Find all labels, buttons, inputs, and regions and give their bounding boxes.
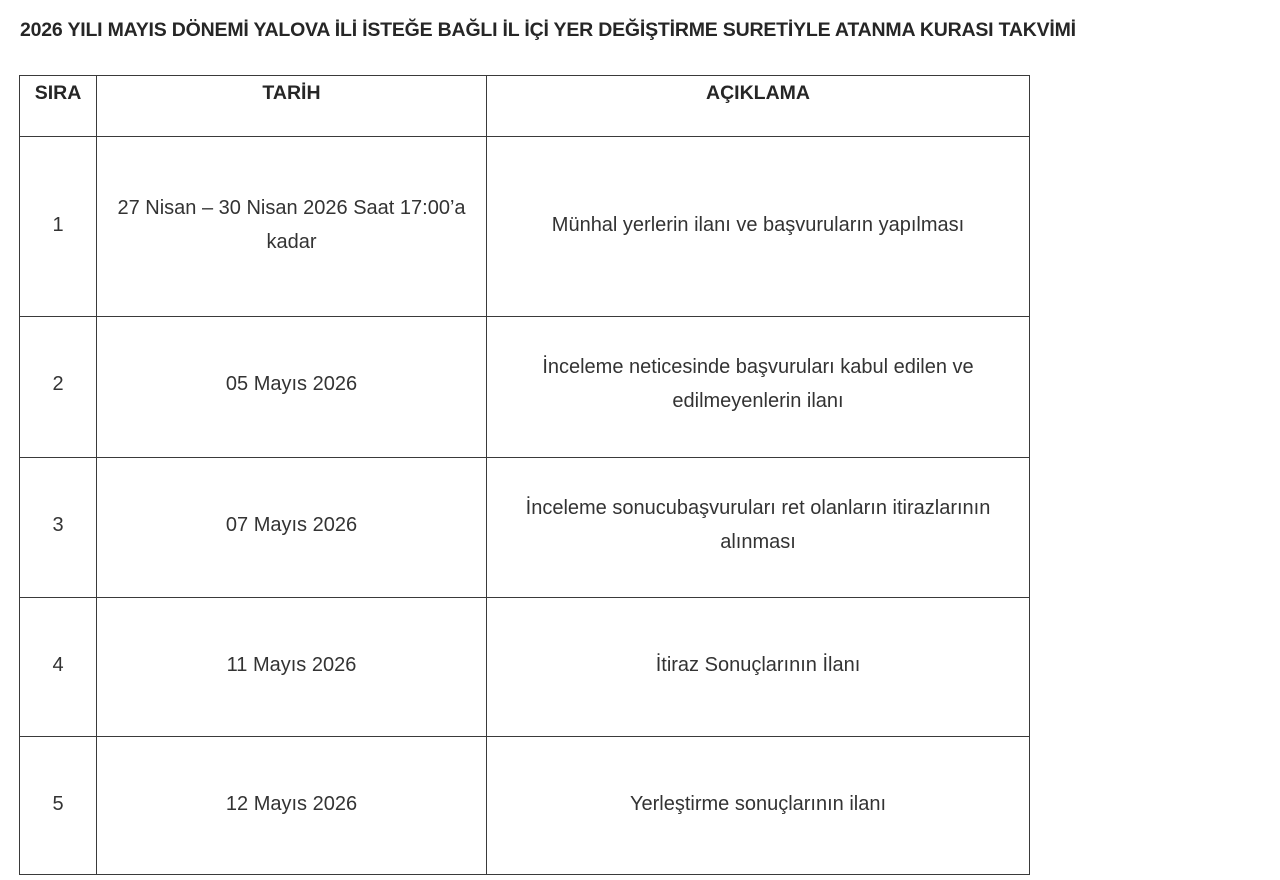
cell-sira: 5 (20, 737, 97, 875)
table-row (20, 458, 1030, 598)
table-row (20, 598, 1030, 737)
cell-sira: 3 (20, 458, 97, 598)
cell-tarih: 12 Mayıs 2026 (97, 737, 487, 875)
cell-tarih: 05 Mayıs 2026 (97, 317, 487, 458)
cell-aciklama: Yerleştirme sonuçlarının ilanı (487, 737, 1030, 875)
cell-sira: 4 (20, 598, 97, 737)
page-title: 2026 YILI MAYIS DÖNEMİ YALOVA İLİ İSTEĞE BAĞLI İL İÇİ YER DEĞİŞTİRME SURETİYLE ATANMA KURASI TAKVİMİ (20, 19, 1076, 41)
cell-tarih: 11 Mayıs 2026 (97, 598, 487, 737)
table-row (20, 137, 1030, 317)
cell-sira: 2 (20, 317, 97, 458)
table-row (20, 317, 1030, 458)
cell-aciklama: İnceleme neticesinde başvuruları kabul edilen ve edilmeyenlerin ilanı (487, 317, 1030, 458)
cell-tarih: 07 Mayıs 2026 (97, 458, 487, 598)
column-header-aciklama: AÇIKLAMA (487, 76, 1030, 137)
schedule-table (19, 75, 1030, 875)
table-row (20, 737, 1030, 875)
cell-tarih: 27 Nisan – 30 Nisan 2026 Saat 17:00’a kadar (97, 137, 487, 317)
column-header-sira: SIRA (20, 76, 97, 137)
cell-aciklama: İtiraz Sonuçlarının İlanı (487, 598, 1030, 737)
cell-aciklama: Münhal yerlerin ilanı ve başvuruların yapılması (487, 137, 1030, 317)
cell-aciklama: İnceleme sonucubaşvuruları ret olanların itirazlarının alınması (487, 458, 1030, 598)
column-header-tarih: TARİH (97, 76, 487, 137)
cell-sira: 1 (20, 137, 97, 317)
table-header-row (20, 76, 1030, 137)
